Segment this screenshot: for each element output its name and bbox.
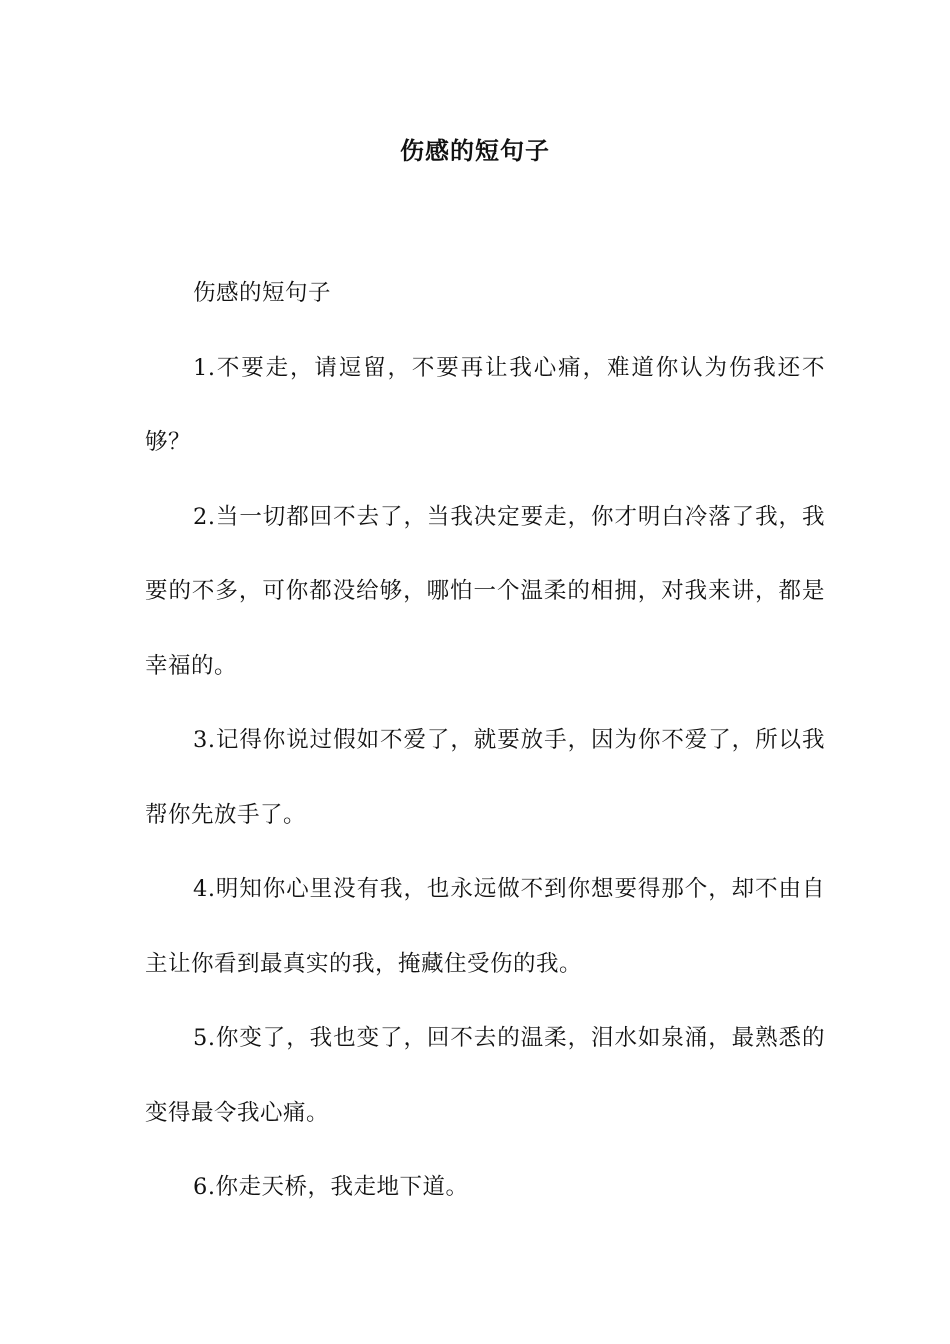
- sentence-paragraph-6: 6.你走天桥，我走地下道。: [193, 1174, 469, 1200]
- subtitle-paragraph: 伤感的短句子: [193, 280, 332, 306]
- sentence-paragraph-1: 1.不要走，请逗留，不要再让我心痛，难道你认为伤我还不够？: [145, 354, 825, 455]
- sentence-paragraph-2: 2.当一切都回不去了，当我决定要走，你才明白冷落了我，我要的不多，可你都没给够，哪怕一个温柔的相拥，对我来讲，都是幸福的。: [145, 503, 825, 679]
- sentence-paragraph-3: 3.记得你说过假如不爱了，就要放手，因为你不爱了，所以我帮你先放手了。: [145, 727, 825, 828]
- document-body: [145, 256, 825, 1225]
- sentence-paragraph-4: 4.明知你心里没有我，也永远做不到你想要得那个，却不由自主让你看到最真实的我，掩藏住受伤的我。: [145, 876, 825, 977]
- sentence-paragraph-5: 5.你变了，我也变了，回不去的温柔，泪水如泉涌，最熟悉的变得最令我心痛。: [145, 1025, 825, 1126]
- document-title: 伤感的短句子: [400, 137, 550, 165]
